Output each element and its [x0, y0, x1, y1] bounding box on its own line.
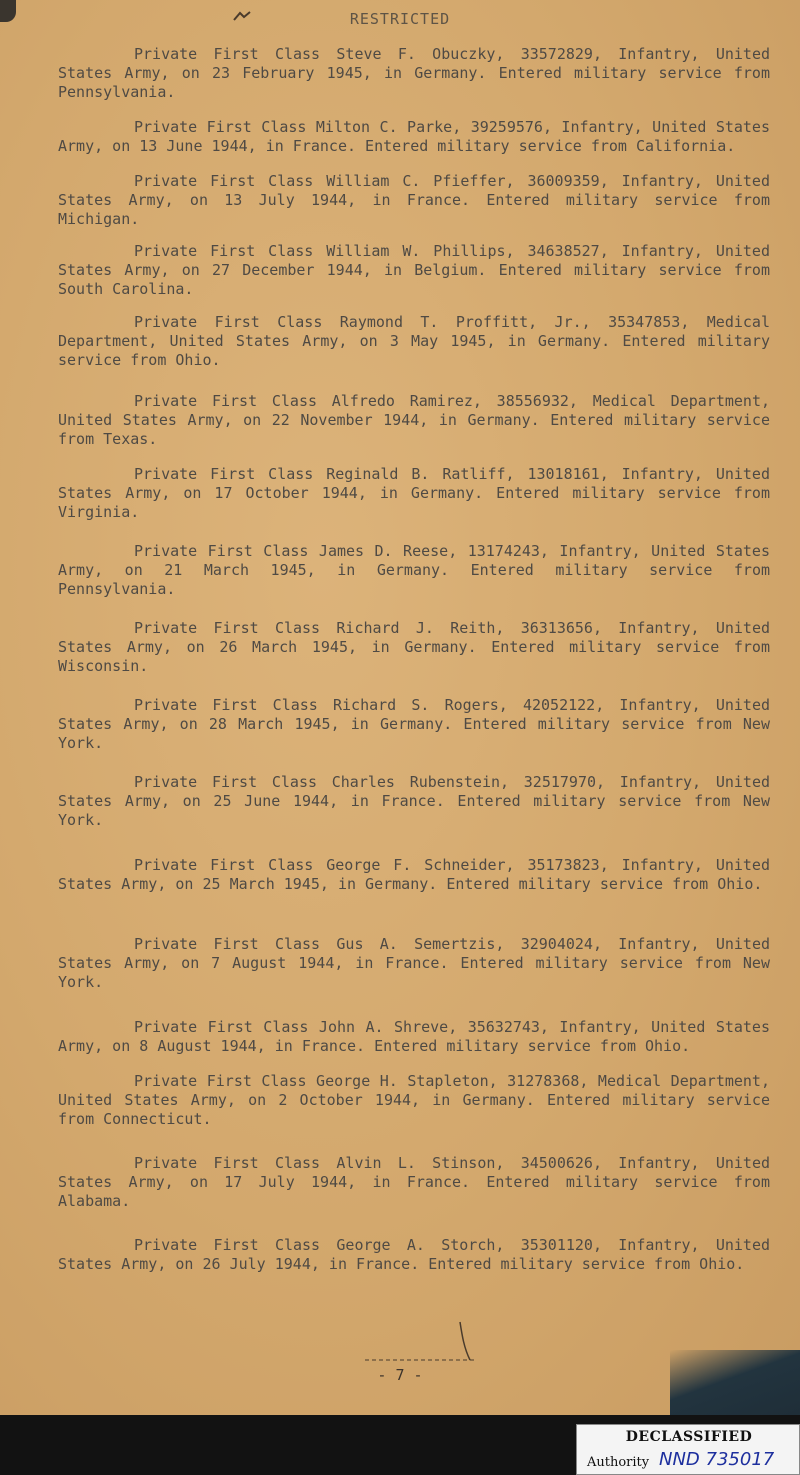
entry-paragraph: Private First Class Milton C. Parke, 39259576, Infantry, United States Army, on 13 June 1944, in France. Entered military service from California.	[58, 118, 770, 155]
entry-paragraph: Private First Class John A. Shreve, 35632743, Infantry, United States Army, on 8 August 1944, in France. Entered military service from Ohio.	[58, 1018, 770, 1055]
entry-paragraph: Private First Class Steve F. Obuczky, 33572829, Infantry, United States Army, on 23 February 1945, in Germany. Entered military service from Pennsylvania.	[58, 45, 770, 101]
declassified-stamp	[576, 1424, 800, 1475]
page-number: - 7 -	[377, 1366, 423, 1384]
classification-header: RESTRICTED	[349, 10, 451, 28]
entry-paragraph: Private First Class Alvin L. Stinson, 34500626, Infantry, United States Army, on 17 July 1944, in France. Entered military service from Alabama.	[58, 1154, 770, 1210]
entry-paragraph: Private First Class Raymond T. Proffitt, Jr., 35347853, Medical Department, United States Army, on 3 May 1945, in Germany. Entered military service from Ohio.	[58, 313, 770, 369]
entry-paragraph: Private First Class George H. Stapleton, 31278368, Medical Department, United States Army, on 2 October 1944, in Germany. Entered military service from Connecticut.	[58, 1072, 770, 1128]
entry-paragraph: Private First Class William C. Pfieffer, 36009359, Infantry, United States Army, on 13 July 1944, in France. Entered military service from Michigan.	[58, 172, 770, 228]
entry-paragraph: Private First Class George F. Schneider, 35173823, Infantry, United States Army, on 25 March 1945, in Germany. Entered military service from Ohio.	[58, 856, 770, 893]
entry-paragraph: Private First Class William W. Phillips, 34638527, Infantry, United States Army, on 27 December 1944, in Belgium. Entered military service from South Carolina.	[58, 242, 770, 298]
stamp-authority-value: NND 735017	[659, 1449, 775, 1470]
entry-paragraph: Private First Class Gus A. Semertzis, 32904024, Infantry, United States Army, on 7 August 1944, in France. Entered military service from New York.	[58, 935, 770, 991]
ink-scribble	[360, 1320, 480, 1365]
entry-paragraph: Private First Class Reginald B. Ratliff, 13018161, Infantry, United States Army, on 17 October 1944, in Germany. Entered military service from Virginia.	[58, 465, 770, 521]
scan-shadow	[670, 1350, 800, 1415]
stamp-title: DECLASSIFIED	[625, 1429, 753, 1445]
entry-paragraph: Private First Class George A. Storch, 35301120, Infantry, United States Army, on 26 July 1944, in France. Entered military service from Ohio.	[58, 1236, 770, 1273]
entry-paragraph: Private First Class Charles Rubenstein, 32517970, Infantry, United States Army, on 25 June 1944, in France. Entered military service from New York.	[58, 773, 770, 829]
entry-paragraph: Private First Class Richard J. Reith, 36313656, Infantry, United States Army, on 26 March 1945, in Germany. Entered military service from Wisconsin.	[58, 619, 770, 675]
stamp-authority-label: Authority	[587, 1455, 650, 1470]
entry-paragraph: Private First Class James D. Reese, 13174243, Infantry, United States Army, on 21 March 1945, in Germany. Entered military service from Pennsylvania.	[58, 542, 770, 598]
entry-paragraph: Private First Class Alfredo Ramirez, 38556932, Medical Department, United States Army, on 22 November 1944, in Germany. Entered military service from Texas.	[58, 392, 770, 448]
entry-paragraph: Private First Class Richard S. Rogers, 42052122, Infantry, United States Army, on 28 March 1945, in Germany. Entered military service from New York.	[58, 696, 770, 752]
